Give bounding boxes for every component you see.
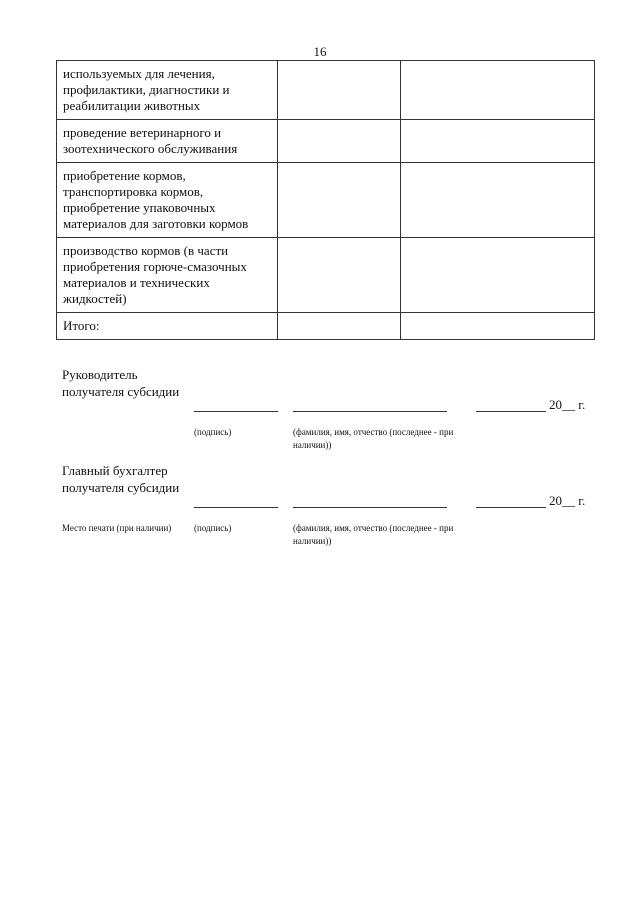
table-row [57, 163, 595, 238]
accountant-signature-caption: (подпись) [194, 523, 232, 533]
row-label: проведение ветеринарного и зоотехнического обслуживания [57, 120, 278, 163]
row-value-col2 [278, 61, 401, 120]
total-value-col2 [278, 313, 401, 340]
row-value-col2 [278, 163, 401, 238]
total-value-col3 [401, 313, 595, 340]
accountant-date-suffix: 20__ г. [549, 493, 586, 508]
head-signature-caption: (подпись) [194, 427, 232, 437]
accountant-label: Главный бухгалтер получателя субсидии [62, 463, 180, 495]
row-label: используемых для лечения, профилактики, диагностики и реабилитации животных [57, 61, 278, 120]
accountant-name-caption: (фамилия, имя, отчество (последнее - при наличии)) [293, 523, 454, 546]
head-label: Руководитель получателя субсидии [62, 367, 180, 399]
head-signature-line[interactable] [194, 411, 278, 412]
total-label: Итого: [57, 313, 278, 340]
page-number: 16 [313, 44, 327, 59]
accountant-name-line[interactable] [293, 507, 447, 508]
stamp-caption: Место печати (при наличии) [62, 523, 172, 533]
head-date-line[interactable] [476, 411, 546, 412]
row-value-col2 [278, 120, 401, 163]
table-row [57, 61, 595, 120]
accountant-signature-block [62, 462, 602, 552]
row-value-col3 [401, 163, 595, 238]
row-label: производство кормов (в части приобретения горюче-смазочных материалов и технических жидкостей) [57, 238, 278, 313]
expense-table [56, 60, 595, 340]
row-value-col3 [401, 120, 595, 163]
row-label: приобретение кормов, транспортировка кормов, приобретение упаковочных материалов для заготовки кормов [57, 163, 278, 238]
row-value-col3 [401, 238, 595, 313]
table-row-total [57, 313, 595, 340]
head-name-caption: (фамилия, имя, отчество (последнее - при наличии)) [293, 427, 454, 450]
table-row [57, 238, 595, 313]
row-value-col2 [278, 238, 401, 313]
head-date-suffix: 20__ г. [549, 397, 586, 412]
accountant-signature-line[interactable] [194, 507, 278, 508]
row-value-col3 [401, 61, 595, 120]
head-name-line[interactable] [293, 411, 447, 412]
table-row [57, 120, 595, 163]
accountant-date-line[interactable] [476, 507, 546, 508]
head-signature-block [62, 366, 602, 450]
